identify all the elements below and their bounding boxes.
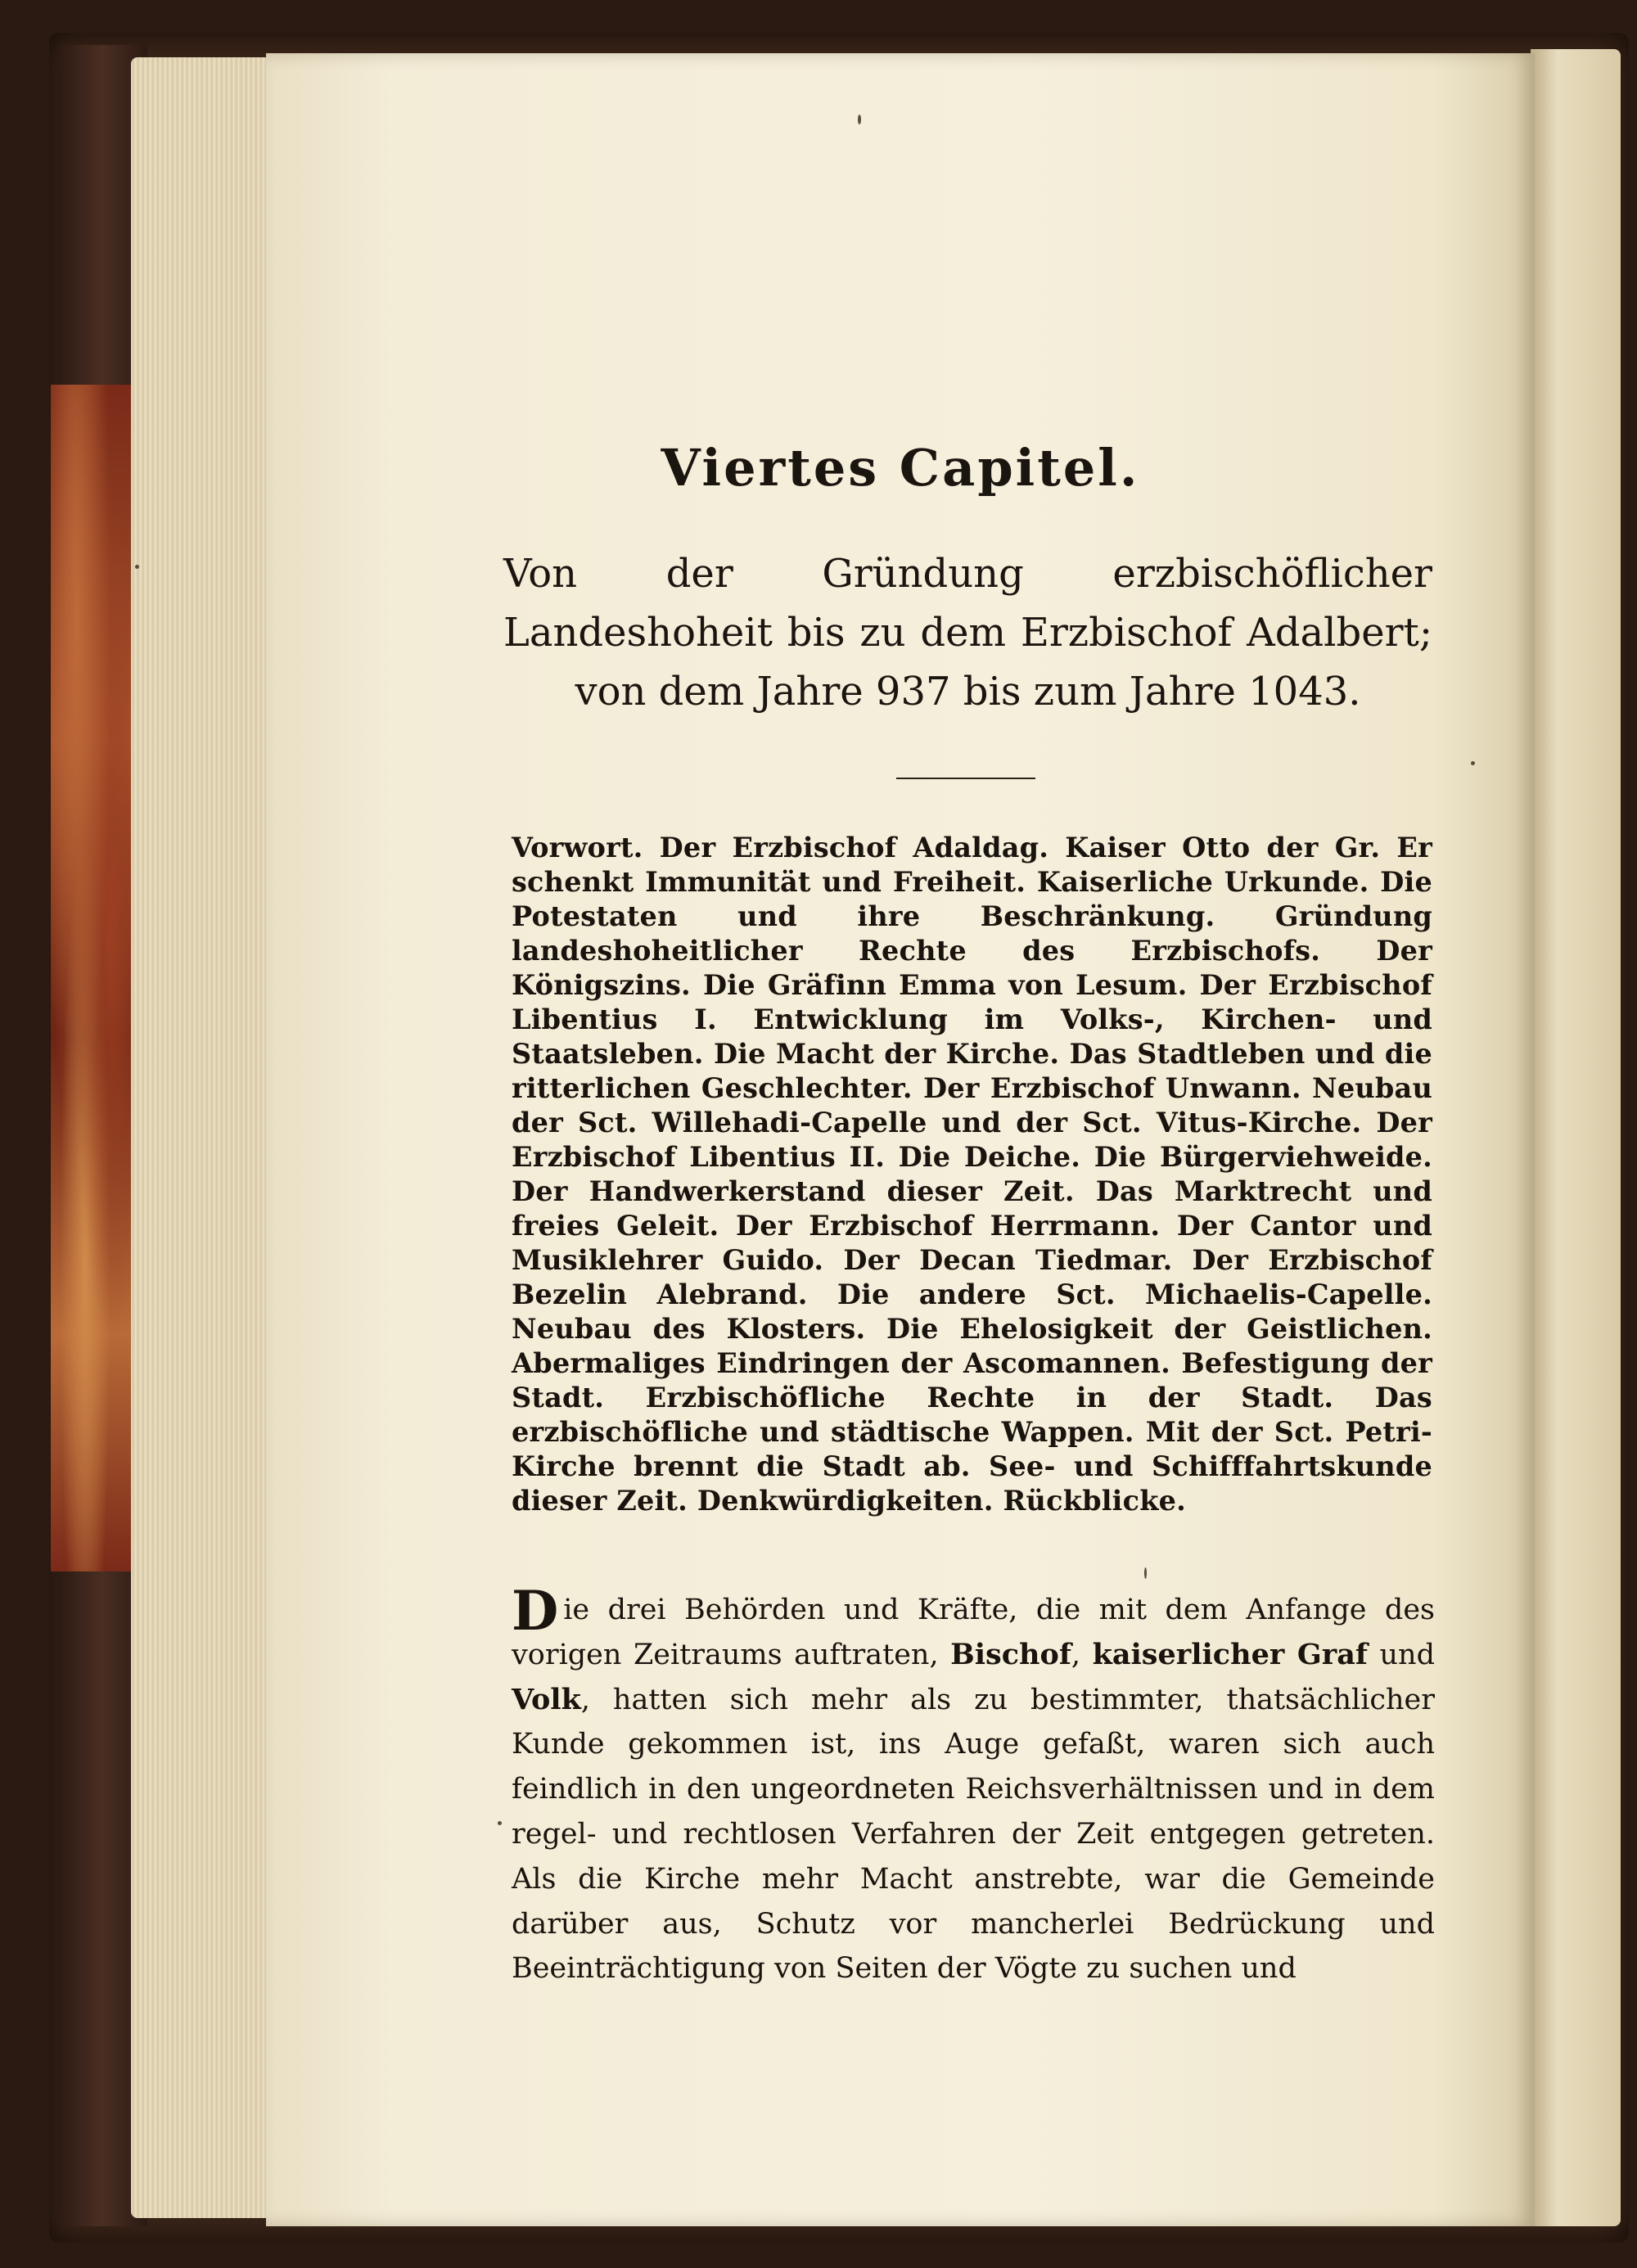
emphasis-volk: Volk: [512, 1682, 581, 1716]
emphasis-bischof: Bischof: [950, 1637, 1071, 1671]
chapter-summary: Vorwort. Der Erzbischof Adaldag. Kaiser Otto der Gr. Er schenkt Immunität und Freiheit. Kaiserliche Urkunde. Die Potestaten und ihre Beschränkung. Gründung landeshoheitlicher Rechte des Erzbischofs. Der Königszins. Die Gräfinn Emma von Lesum. Der Erzbischof Libentius I. Entwicklung im Volks-, Kirchen- und Staatsleben. Die Macht der Kirche. Das Stadtleben und die ritterlichen Geschlechter. Der Erzbischof Unwann. Neubau der Sct. Willehadi-Capelle und der Sct. Vitus-Kirche. Der Erzbischof Libentius II. Die Deiche. Die Bürgerviehweide. Der Handwerkerstand dieser Zeit. Das Marktrecht und freies Geleit. Der Erzbischof Herrmann. Der Cantor und Musiklehrer Guido. Der Decan Tiedmar. Der Erzbischof Bezelin Alebrand. Die andere Sct. Michaelis-Capelle. Neubau des Klosters. Die Ehelosigkeit der Geistlichen. Abermaliges Eindringen der Ascomannen. Befestigung der Stadt. Erzbischöfliche Rechte in der Stadt. Das erzbischöfliche und städtische Wappen. Mit der Sct. Petri-Kirche brennt die Stadt ab. See- und Schifffahrtskunde dieser Zeit. Denkwürdigkeiten. Rückblicke.: [512, 832, 1432, 1517]
paper-speck: [858, 115, 861, 124]
page-edges: [131, 57, 270, 2218]
section-divider: [896, 778, 1035, 779]
body-text-part: und: [1367, 1638, 1435, 1671]
chapter-title: Viertes Capitel.: [661, 438, 1140, 498]
paper-speck: [1471, 761, 1475, 765]
body-text-part: ie drei Behörden und Kräfte, die mit dem Anfange des vorigen Zeitraums auftraten,: [512, 1594, 1435, 1671]
body-paragraph: [512, 1579, 1435, 1991]
paper-speck: [1144, 1567, 1147, 1579]
facing-page-edge: [1531, 49, 1621, 2226]
drop-cap: D: [512, 1579, 559, 1643]
body-text-part: , hatten sich mehr als zu bestimmter, thatsächlicher Kunde gekommen ist, ins Auge gefaßt, waren sich auch feindlich in den ungeordneten Reichsverhältnissen und in dem regel- und rechtlosen Verfahren der Zeit entgegen getreten. Als die Kirche mehr Macht anstrebte, war die Gemeinde darüber aus, Schutz vor mancherlei Bedrückung und Beeinträchtigung von Seiten der Vögte zu suchen und: [512, 1683, 1435, 1986]
paper-speck: [498, 1821, 502, 1825]
emphasis-graf: kaiserlicher Graf: [1092, 1637, 1368, 1671]
paper-speck: [135, 565, 139, 569]
marbled-endpaper: [51, 385, 139, 1571]
chapter-subtitle: Von der Gründung erzbischöflicher Landeshoheit bis zu dem Erzbischof Adalbert; von dem Jahre 937 bis zum Jahre 1043.: [503, 551, 1432, 715]
body-text-sep: ,: [1071, 1638, 1093, 1671]
